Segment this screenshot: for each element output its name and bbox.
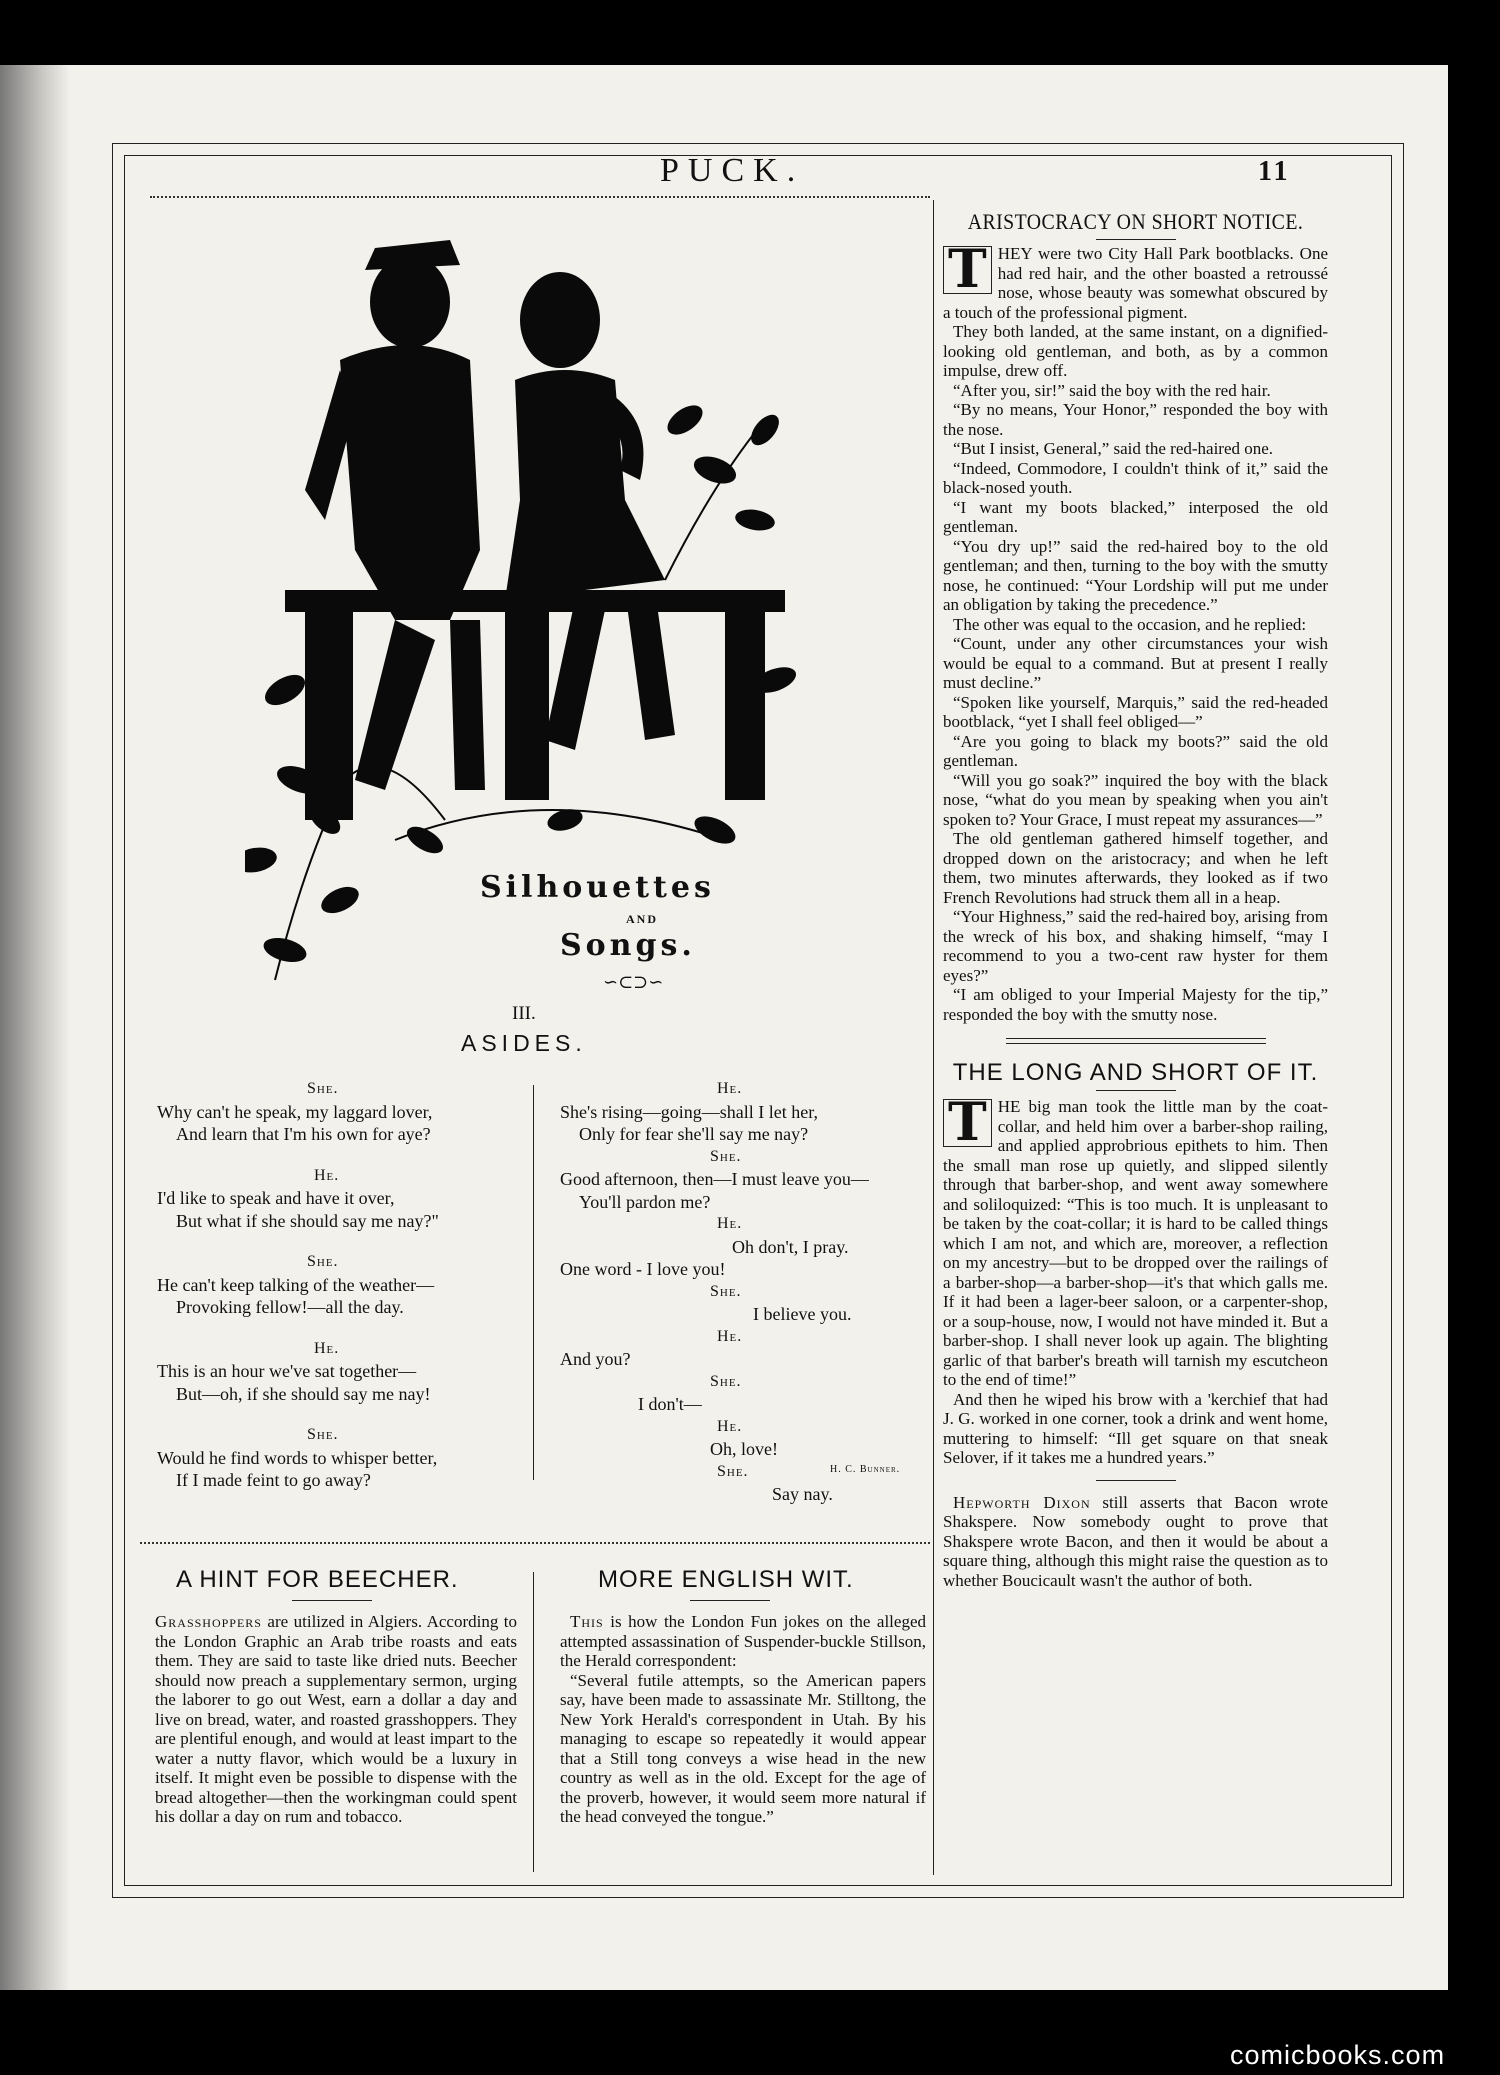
man-torso xyxy=(340,345,480,620)
woman-head xyxy=(520,272,600,368)
man-legs xyxy=(355,620,485,790)
poem-line: One word - I love you! xyxy=(560,1259,726,1279)
title-rule xyxy=(1096,239,1176,240)
poem-line: I don't— xyxy=(638,1394,702,1414)
poem-line: Good afternoon, then—I must leave you— xyxy=(560,1169,869,1189)
drop-cap: T xyxy=(943,1099,992,1147)
poem-speaker: She. xyxy=(710,1282,742,1300)
article-paragraph: still asserts that Bacon wrote Shakspere. Now somebody ought to prove that Shakspere wrote Bacon, and then it would be about a square thing, although this might raise the question as to whether Boucicault wasn't the author of both. xyxy=(943,1492,1328,1590)
poem-line: And you? xyxy=(560,1349,631,1369)
illustration-title-and: AND xyxy=(626,912,658,926)
article-paragraph: “Will you go soak?” inquired the boy with the black nose, “what do you mean by speaking when you ain't spoken to? Your Grace, I must repeat my assurances—” xyxy=(943,770,1328,829)
article-paragraph: are utilized in Algiers. According to the London Graphic an Arab tribe roasts and eats them. They are said to taste like dried nuts. Beecher should now preach a supplementary sermon, urging the laborer to go out West, earn a dollar a day and live on bread, water, and roasted grasshoppers. They are plentiful enough, and would at least impart to the water a nutty flavor, which would be a luxury in itself. It might even be possible to dispense with the bread altogether—then the workingman could spent his dollar a day on rum and tobacco. xyxy=(155,1612,517,1826)
poem-speaker: She. xyxy=(307,1426,339,1443)
poem-speaker: She. xyxy=(710,1147,742,1165)
poem-line: I'd like to speak and have it over, xyxy=(157,1188,395,1208)
lead-words: This xyxy=(570,1612,604,1631)
article-paragraph: They both landed, at the same instant, on a dignified-looking old gentleman, and both, as by a common impulse, drew off. xyxy=(943,322,1328,380)
ornament-flourish: ∽⊂⊃∽ xyxy=(603,972,664,992)
poem-speaker: He. xyxy=(314,1339,340,1357)
article-paragraph: “But I insist, General,” said the red-haired one. xyxy=(953,439,1274,458)
binding-shadow xyxy=(0,65,70,1990)
poem-speaker: He. xyxy=(717,1417,743,1435)
illustration-title-line2: Songs. xyxy=(560,928,696,963)
article-paragraph: “I am obliged to your Imperial Majesty for the tip,” responded the boy with the smutty nose. xyxy=(943,985,1328,1024)
poem-speaker: She. xyxy=(710,1372,742,1390)
poem-line: Only for fear she'll say me nay? xyxy=(579,1124,809,1144)
page-number: 11 xyxy=(1258,156,1291,187)
article-paragraph: HE big man took the little man by the coat-collar, and held him over a barber-shop railing, and applied approbrious epithets to him. Then the small man rose up quietly, and slipped silently through that barber-shop, and went away somewhere and soliloquized: “This is too much. It is unpleasant to be taken by the coat-collar; it is hard to be called things which I am not, and which are, moreover, a reflection on my ancestry—but to be dropped over the railings of a barber-shop—a barber-shop—it's that which galls me. If it had been a lager-beer saloon, or a carpenter-shop, or a soup-house, now, I would not have minded it. But a barber-shop. I shall never look up again. The blighting garlic of that barber's breath will tarnish my escutcheon to the end of time!” xyxy=(943,1097,1328,1389)
beecher-title: A HINT FOR BEECHER. xyxy=(176,1566,459,1593)
article-paragraph: “After you, sir!” said the boy with the red hair. xyxy=(953,380,1271,400)
lead-words: Grasshoppers xyxy=(155,1612,262,1631)
illustration-title-line1: Silhouettes xyxy=(480,870,715,905)
title-rule xyxy=(690,1600,770,1601)
poem-right-column xyxy=(560,1078,920,1506)
poem-speaker: He. xyxy=(314,1166,340,1184)
paragraph-rule xyxy=(1096,1480,1176,1481)
bottom-column-rule xyxy=(533,1572,534,1872)
poem-line: He can't keep talking of the weather— xyxy=(157,1274,435,1295)
article-paragraph: HEY were two City Hall Park bootblacks. One had red hair, and the other boasted a retroussé nose, whose beauty was somewhat obscured by a touch of the professional pigment. xyxy=(943,244,1328,322)
article-paragraph: The other was equal to the occasion, and he replied: xyxy=(953,614,1307,634)
poem-speaker: He. xyxy=(717,1327,743,1345)
article-paragraph: “Count, under any other circumstances your wish would be equal to a command. But at present I really must decline.” xyxy=(943,634,1328,692)
poem-line: Why can't he speak, my laggard lover, xyxy=(157,1101,433,1122)
poem-line: But—oh, if she should say me nay! xyxy=(176,1383,431,1404)
title-rule xyxy=(1096,1090,1176,1091)
article-paragraph: “Are you going to black my boots?” said the old gentleman. xyxy=(943,731,1328,770)
woman-legs xyxy=(545,590,675,750)
column-rule-right xyxy=(933,200,934,1875)
man-hat xyxy=(365,240,460,270)
poem-speaker: He. xyxy=(717,1215,743,1232)
poem-line: This is an hour we've sat together— xyxy=(157,1361,417,1381)
article-paragraph: “By no means, Your Honor,” responded the boy with the nose. xyxy=(943,400,1328,439)
poem-line: You'll pardon me? xyxy=(579,1191,711,1212)
poem-line: But what if she should say me nay?" xyxy=(176,1210,439,1231)
woman-dress xyxy=(505,370,665,600)
poem-line: I believe you. xyxy=(753,1304,852,1324)
article-paragraph: “I want my boots blacked,” interposed the old gentleman. xyxy=(943,497,1328,536)
article-title: THE LONG AND SHORT OF IT. xyxy=(952,1059,1319,1086)
drop-cap: T xyxy=(943,246,992,294)
poem-line: She's rising—going—shall I let her, xyxy=(560,1101,818,1122)
article-quote: “Several futile attempts, so the American papers say, have been made to assassinate Mr. Stilltong, the New York Herald's correspondent in Utah. By his managing to escape so repeatedly it would appear that a Still tong conveys a wise head in the new country as well as in the old. Except for the age of the proverb, however, it would seem more natural if the head conveyed the tongue.” xyxy=(560,1670,926,1826)
vine-right xyxy=(665,420,765,580)
poem-line: Provoking fellow!—all the day. xyxy=(176,1297,404,1317)
fence-post-mid xyxy=(505,600,549,800)
poem-divider xyxy=(533,1085,534,1480)
article-paragraph: The old gentleman gathered himself together, and dropped down on the aristocracy; and when he left them, two minutes afterwards, they looked as if two French Revolutions had struck them all in a heap. xyxy=(943,829,1328,907)
article-beecher xyxy=(155,1612,517,1827)
article-english-wit xyxy=(560,1612,926,1827)
poem-title: ASIDES. xyxy=(461,1030,587,1056)
poem-line: Oh, love! xyxy=(710,1439,778,1459)
poem-line: If I made feint to go away? xyxy=(176,1470,371,1490)
article-paragraph: “Indeed, Commodore, I couldn't think of it,” said the black-nosed youth. xyxy=(943,458,1328,497)
article-paragraph: is how the London Fun jokes on the alleged attempted assassination of Suspender-buckle Stillson, the Herald correspondent: xyxy=(560,1612,926,1670)
article-paragraph: “You dry up!” said the red-haired boy to the old gentleman; and then, turning to the boy with the smutty nose, he continued: “Your Lordship will put me under an obligation by taking the precedence.” xyxy=(943,536,1328,614)
poem-speaker: She. xyxy=(717,1462,749,1480)
section-rule xyxy=(140,1542,930,1544)
title-rule xyxy=(292,1600,372,1601)
poem-line: Say nay. xyxy=(772,1484,833,1504)
lead-words: Hepworth Dixon xyxy=(953,1492,1091,1512)
article-aristocracy xyxy=(943,207,1328,1590)
watermark-text: comicbooks.com xyxy=(1230,2040,1446,2070)
fence-post-right xyxy=(725,600,765,800)
poem-speaker: She. xyxy=(307,1253,339,1270)
article-paragraph: “Your Highness,” said the red-haired boy, arising from the wreck of his box, and shaking himself, “may I recommend to you a two-cent raw hyster for them eyes?” xyxy=(943,907,1328,985)
article-separator xyxy=(1006,1038,1266,1044)
poem-number: III. xyxy=(512,1003,536,1024)
article-paragraph: And then he wiped his brow with a 'kerchief that had J. G. worked in one corner, took a drink and went home, muttering to himself: “Ill get square on that sneak Selover, if it takes me a hundred years.” xyxy=(943,1389,1328,1467)
article-title: ARISTOCRACY ON SHORT NOTICE. xyxy=(967,209,1304,234)
masthead-rule xyxy=(150,196,930,198)
poem-line: Oh don't, I pray. xyxy=(732,1236,849,1257)
poem-speaker: She. xyxy=(307,1080,339,1097)
masthead-title: PUCK. xyxy=(660,152,805,189)
poem-line: And learn that I'm his own for aye? xyxy=(176,1124,431,1144)
english-wit-title: MORE ENGLISH WIT. xyxy=(598,1566,854,1593)
poem-line: Would he find words to whisper better, xyxy=(157,1447,438,1468)
poem-left-column xyxy=(157,1078,527,1492)
poem-speaker: He. xyxy=(717,1080,743,1097)
article-paragraph: “Spoken like yourself, Marquis,” said the red-headed bootblack, “yet I shall feel obliged—” xyxy=(943,692,1328,731)
man-head xyxy=(370,256,450,348)
poem-signature: H. C. Bunner. xyxy=(830,1464,901,1475)
